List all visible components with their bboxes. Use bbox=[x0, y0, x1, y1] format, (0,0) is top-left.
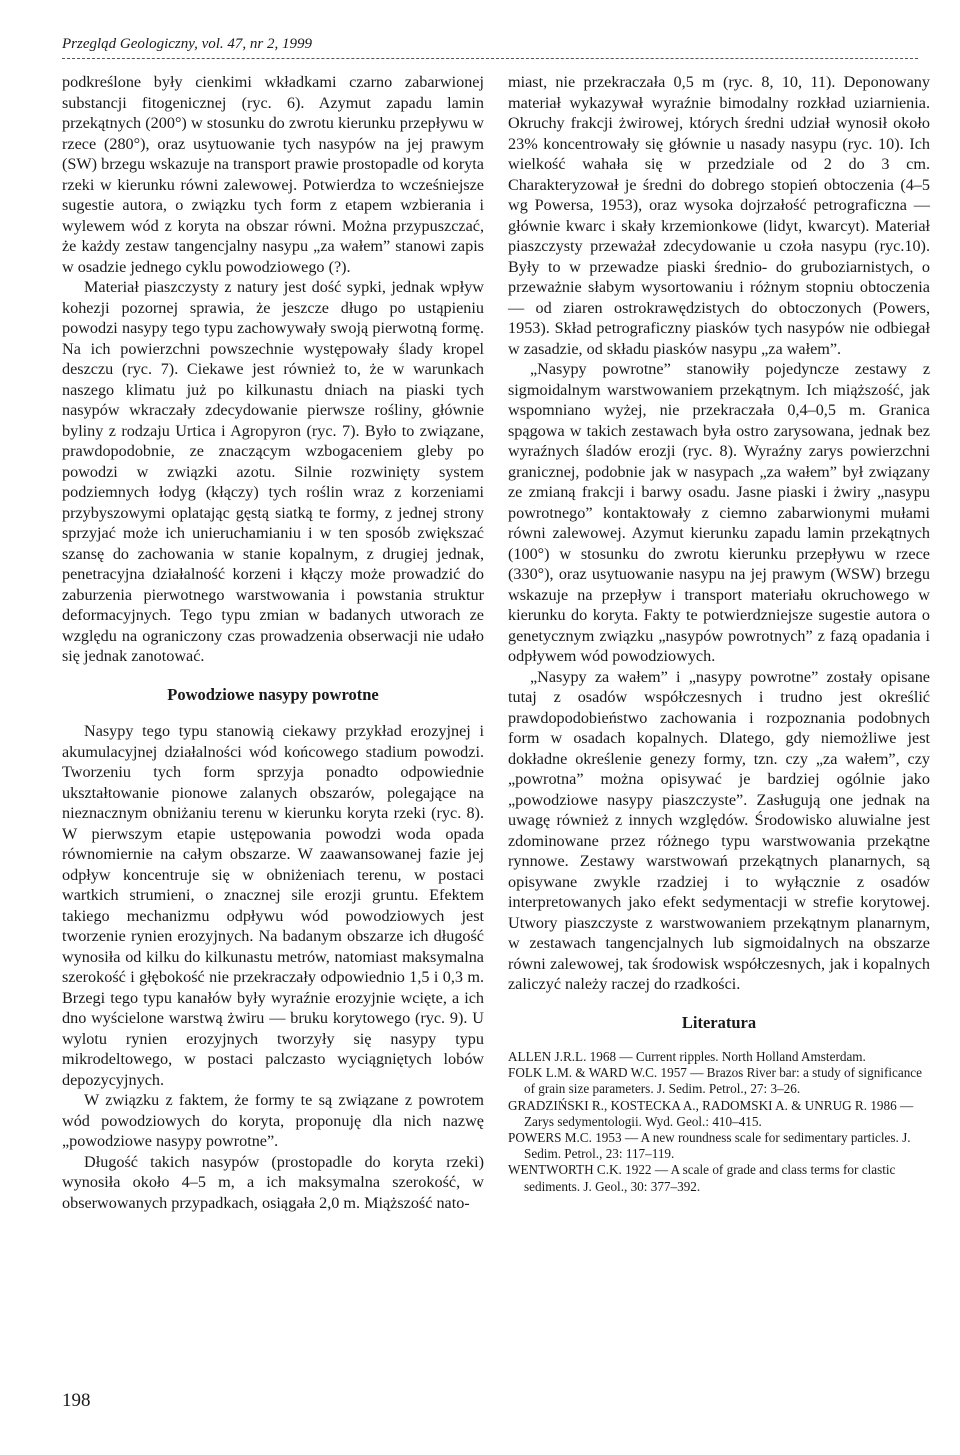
paragraph: „Nasypy za wałem” i „nasypy powrotne” zostały opisane tutaj z osadów współczesnych i trudno jest określić prawdopodobieństwo zachowania i rozpoznania podobnych form w osadach kopalnych. Dlatego, gdy niemożliwe jest dokładne określenie genezy formy, tzn. czy „za wałem”, czy „powrotna” można opisywać je bardziej ogólnie jako „powodziowe nasypy piaszczyste”. Zasługują one jednak na uwagę również z innych względów. Środowisko aluwialne jest zdominowane przez różnego typu warstwowania przekątne rynnowe. Zestawy warstwowań przekątnych planarnych, są opisywane zwykle rzadziej i to wyłącznie z osadów interpretowanych jako efekt sedymentacji w strefie korytowej. Utwory piaszczyste z warstwowaniem przekątnym planarnym, w zestawach tangencjalnych lub sigmoidalnych na obszarze równi zalewowej, tak środowisk współczesnych, jak i kopalnych zaliczyć należy raczej do rzadkości. bbox=[508, 667, 930, 993]
paragraph: „Nasypy powrotne” stanowiły pojedyncze zestawy z sigmoidalnym warstwowaniem przekątnym. Ich miąższość, jak wspomniano wyżej, nie przekraczała 0,4–0,5 m. Granica spągowa w takich zestawach była ostro zarysowana, jednak bez wyraźnych śladów erozji (ryc. 8). Wyraźny zarys powierzchni granicznej, podobnie jak w nasypach „za wałem” był związany ze zmianą frakcji i barwy osadu. Jasne piaski i żwiry „nasypu powrotnego” kontaktowały z ciemno zabarwionymi mułami równi zalewowej. Azymut kierunku zapadu lamin przekątnych (100°) w stosunku do zwrotu kierunku przepływu w rzece (330°), oraz usytuowanie nasypu na jej prawym (WSW) brzegu wskazuje na przepływ i transport materiału okruchowego w kierunku do koryta. Fakty te potwierdzniejsze sugestie autora o genetycznym związku „nasypów powrotnych” z fazą opadania i odpływem wód powodziowych. bbox=[508, 360, 930, 665]
reference-item: WENTWORTH C.K. 1922 — A scale of grade and class terms for clastic sediments. J. Geol., 30: 377–392. bbox=[508, 1162, 896, 1194]
section-heading: Powodziowe nasypy powrotne bbox=[167, 684, 379, 704]
journal-header: Przegląd Geologiczny, vol. 47, nr 2, 1999 bbox=[62, 36, 312, 52]
paragraph: miast, nie przekraczała 0,5 m (ryc. 8, 10, 11). Deponowany materiał wykazywał wyraźnie bimodalny rozkład uziarnienia. Okruchy frakcji żwirowej, których średni udział wynosił około 23% koncentrowały się głównie u nasady nasypu (ryc. 10). Ich wielkość wahała się w przedziale od 2 do 3 cm. Charakteryzował je średni do dobrego stopień obtoczenia (4–5 wg Powersa, 1953), oraz wysoka dojrzałość petrograficzna — głównie kwarc i skały krzemionkowe (lidyt, kwarcyt). Materiał piaszczysty przeważał zdecydowanie u czoła nasypu (ryc.10). Były to w przewadze piaski średnio- do gruboziarnistych, o przeważnie słabym wysortowaniu i różnym stopniu obtoczenia — od ziaren ostrokrawędzistych do obtoczonych (Powers, 1953). Skład petrograficzny piasków tych nasypów nie odbiegał w zasadzie, od składu piasków nasypu „za wałem”. bbox=[508, 73, 930, 358]
right-column bbox=[508, 72, 930, 1195]
page-number: 198 bbox=[62, 1390, 91, 1411]
paragraph: Długość takich nasypów (prostopadle do koryta rzeki) wynosiła około 4–5 m, a ich maksymalna szerokość, w obserwowanych przypadkach, osiągała 2,0 m. Miąższość nato- bbox=[62, 1152, 484, 1212]
paragraph: W związku z faktem, że formy te są związane z powrotem wód powodziowych do koryta, proponuję dla nich nazwę „powodziowe nasypy powrotne”. bbox=[62, 1091, 484, 1150]
references-heading: Literatura bbox=[681, 1012, 757, 1032]
paragraph: Nasypy tego typu stanowią ciekawy przykład erozyjnej i akumulacyjnej działalności wód końcowego stadium powodzi. Tworzeniu tych form sprzyja ponadto odpowiednie ukształtowanie pionowe zalanych obszarów, polegające na nieznacznym obniżaniu terenu w kierunku koryta rzeki (ryc. 8). W pierwszym etapie ustępowania powodzi woda opada równomiernie na całym obszarze. W zaawansowanej fazie jej odpływ koncentruje się w obniżeniach terenu, w postaci wartkich strumieni, o znacznej sile erozji gruntu. Efektem takiego mechanizmu odpływu wód powodziowych jest tworzenie rynien erozyjnych. Na badanym obszarze ich długość wynosiła od kilku do kilkunastu metrów, natomiast maksymalna szerokość i głębokość nie przekraczały odpowiednio 1,5 i 0,3 m. Brzegi tego typu kanałów były wyraźnie erozyjnie wcięte, a ich dno wyścielone warstwą żwiru — bruku korytowego (ryc. 9). U wylotu rynien erozyjnych tworzyły się nasypy typu mikrodeltowego, w postaci palczasto wyciągniętych lobów depozycyjnych. bbox=[62, 722, 484, 1089]
left-column bbox=[62, 72, 484, 1213]
paragraph: podkreślone były cienkimi wkładkami czarno zabarwionej substancji fitogenicznej (ryc. 6). Azymut zapadu lamin przekątnych (200°) w stosunku do zwrotu kierunku przepływu w rzece (280°), oraz usytuowanie tych nasypów na jej prawym (SW) brzegu wskazuje na transport prawie prostopadle od koryta rzeki w kierunku równi zalewowej. Potwierdza to wcześniejsze sugestie autora, o związku tych form z etapem wzbierania i wylewem wód z koryta na obszar równi. Można przypuszczać, że każdy zestaw tangencjalny nasypu „za wałem” stanowi zapis w osadzie jednego cyklu powodziowego (?). bbox=[62, 73, 484, 276]
paragraph: Materiał piaszczysty z natury jest dość sypki, jednak wpływ kohezji pozornej sprawia, że jeszcze długo po ustąpieniu powodzi nasypy tego typu zachowywały swoją pierwotną formę. Na ich powierzchni powszechnie występowały ślady kropel deszczu (ryc. 7). Ciekawe jest również to, że w warunkach naszego klimatu już po kilkunastu dniach na piaski tych nasypów wkraczały zdecydowanie pierwsze rośliny, głównie byliny z rodzaju Urtica i Agropyron (ryc. 7). Było to związane, prawdopodobnie, ze znaczącym wzbogaceniem gleby po powodzi w związki azotu. Silnie rozwinięty system podziemnych łodyg (kłączy) tych roślin wraz z korzeniami przybyszowymi oplatając gęstą siatką te formy, z jednej strony sprzyjać może ich unieruchamianiu i w ten sposób zwiększać szansę do zachowania w stanie kopalnym, z drugiej jednak, penetracyjna działalność korzeni i kłączy może prowadzić do zaburzenia pierwotnego warstwowania i powstania struktur deformacyjnych. Tego typu zmian w badanych utworach ze względu na ograniczony czas prowadzenia obserwacji nie udało się jednak zanotować. bbox=[62, 278, 484, 665]
header-divider bbox=[62, 58, 918, 59]
reference-item: POWERS M.C. 1953 — A new roundness scale for sedimentary particles. J. Sedim. Petrol., 23: 117–119. bbox=[508, 1130, 911, 1162]
references-list bbox=[508, 1049, 930, 1195]
reference-item: GRADZIŃSKI R., KOSTECKA A., RADOMSKI A. & UNRUG R. 1986 — Zarys sedymentologii. Wyd. Geol.: 410–415. bbox=[508, 1097, 914, 1129]
reference-item: FOLK L.M. & WARD W.C. 1957 — Brazos River bar: a study of significance of grain size parameters. J. Sedim. Petrol., 27: 3–26. bbox=[508, 1065, 923, 1097]
reference-item: ALLEN J.R.L. 1968 — Current ripples. North Holland Amsterdam. bbox=[508, 1049, 866, 1064]
